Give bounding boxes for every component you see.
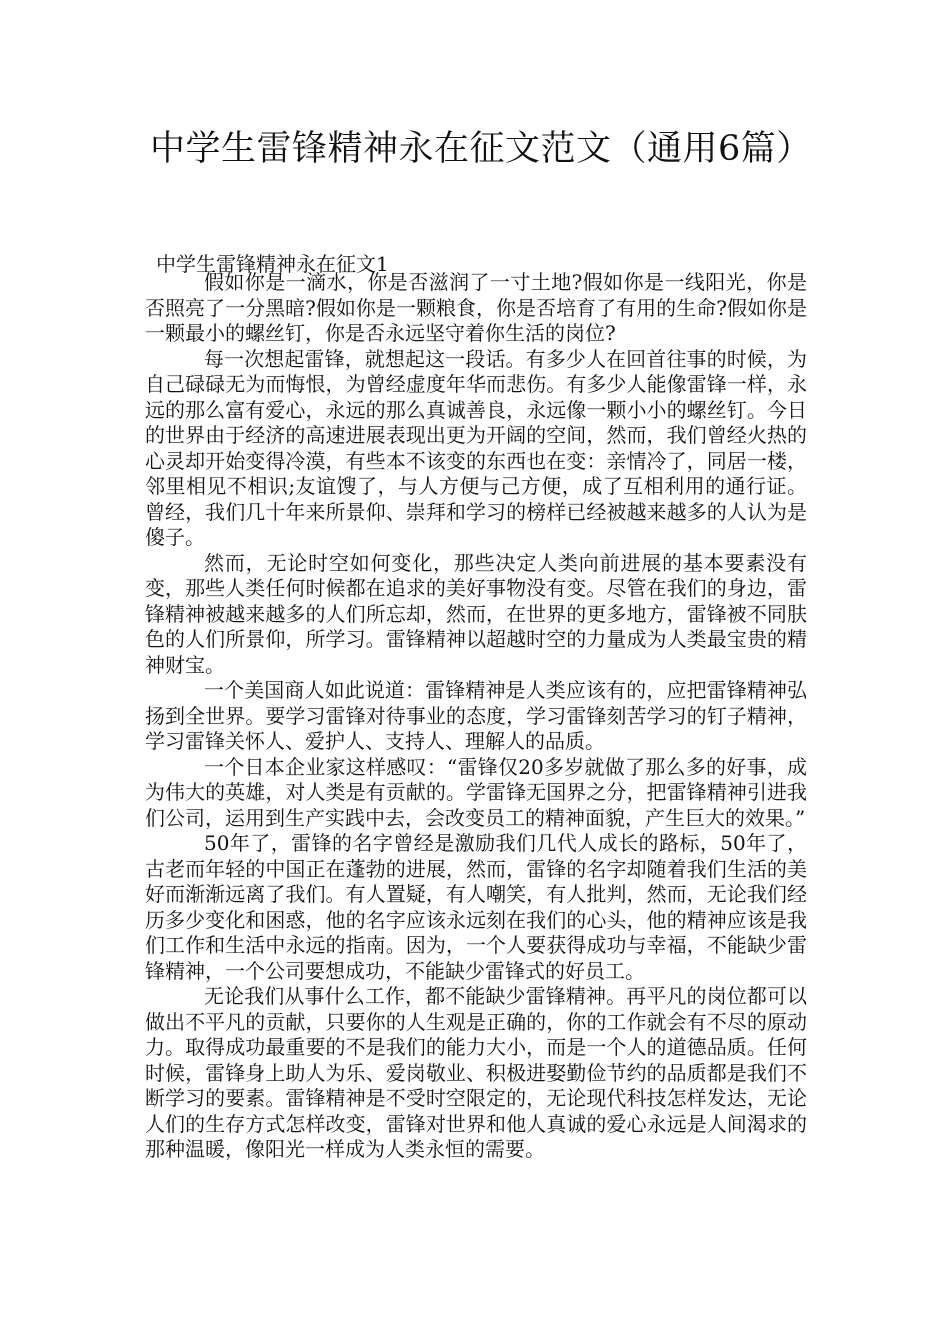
section-heading: 中学生雷锋精神永在征文1 — [156, 252, 389, 276]
document-title: 中学生雷锋精神永在征文范文（通用6篇） — [150, 129, 812, 169]
paragraph-7: 无论我们从事什么工作，都不能缺少雷锋精神。再平凡的岗位都可以做出不平凡的贡献，只要你的人生观是正确的，你的工作就会有不尽的原动力。取得成功最重要的不是我们的能力大小，而是一个人的道德品质。任何时候，雷锋身上助人为乐、爱岗敬业、积极进娶勤俭节约的品质都是我们不断学习的要素。雷锋精神是不受时空限定的，无论现代科技怎样发达，无论人们的生存方式怎样改变，雷锋对世界和他人真诚的爱心永远是人间渴求的那种温暖，像阳光一样成为人类永恒的需要。 — [145, 984, 807, 1161]
paragraph-2: 每一次想起雷锋，就想起这一段话。有多少人在回首往事的时候，为自己碌碌无为而悔恨，为曾经虚度年华而悲伤。有多少人能像雷锋一样，永远的那么富有爱心，永远的那么真诚善良，永远像一颗小小的螺丝钉。今日的世界由于经济的高速进展表现出更为开阔的空间，然而，我们曾经火热的心灵却开始变得冷漠，有些本不该变的东西也在变：亲情冷了，同居一楼，邻里相见不相识;友谊馊了，与人方便与己方便，成了互相利用的通行证。曾经，我们几十年来所景仰、崇拜和学习的榜样已经被越来越多的人认为是傻子。 — [145, 346, 807, 549]
article-body — [145, 270, 807, 1163]
paragraph-5: 一个日本企业家这样感叹：“雷锋仅20多岁就做了那么多的好事，成为伟大的英雄，对人类是有贡献的。学雷锋无国界之分，把雷锋精神引进我们公司，运用到生产实践中去，会改变员工的精神面貌，产生巨大的效果。” — [145, 754, 807, 830]
paragraph-3: 然而，无论时空如何变化，那些决定人类向前进展的基本要素没有变，那些人类任何时候都在追求的美好事物没有变。尽管在我们的身边，雷锋精神被越来越多的人们所忘却，然而，在世界的更多地方，雷锋被不同肤色的人们所景仰，所学习。雷锋精神以超越时空的力量成为人类最宝贵的精神财宝。 — [145, 550, 807, 677]
paragraph-1: 假如你是一滴水，你是否滋润了一寸土地?假如你是一线阳光，你是否照亮了一分黑暗?假如你是一颗粮食，你是否培育了有用的生命?假如你是一颗最小的螺丝钉，你是否永远坚守着你生活的岗位? — [145, 270, 807, 345]
paragraph-6: 50年了，雷锋的名字曾经是激励我们几代人成长的路标，50年了，古老而年轻的中国正在蓬勃的进展，然而，雷锋的名字却随着我们生活的美好而渐渐远离了我们。有人置疑，有人嘲笑，有人批判，然而，无论我们经历多少变化和困惑，他的名字应该永远刻在我们的心头，他的精神应该是我们工作和生活中永远的指南。因为，一个人要获得成功与幸福，不能缺少雷锋精神，一个公司要想成功，不能缺少雷锋式的好员工。 — [145, 831, 807, 983]
paragraph-4: 一个美国商人如此说道：雷锋精神是人类应该有的，应把雷锋精神弘扬到全世界。要学习雷锋对待事业的态度，学习雷锋刻苦学习的钉子精神，学习雷锋关怀人、爱护人、支持人、理解人的品质。 — [145, 678, 807, 753]
